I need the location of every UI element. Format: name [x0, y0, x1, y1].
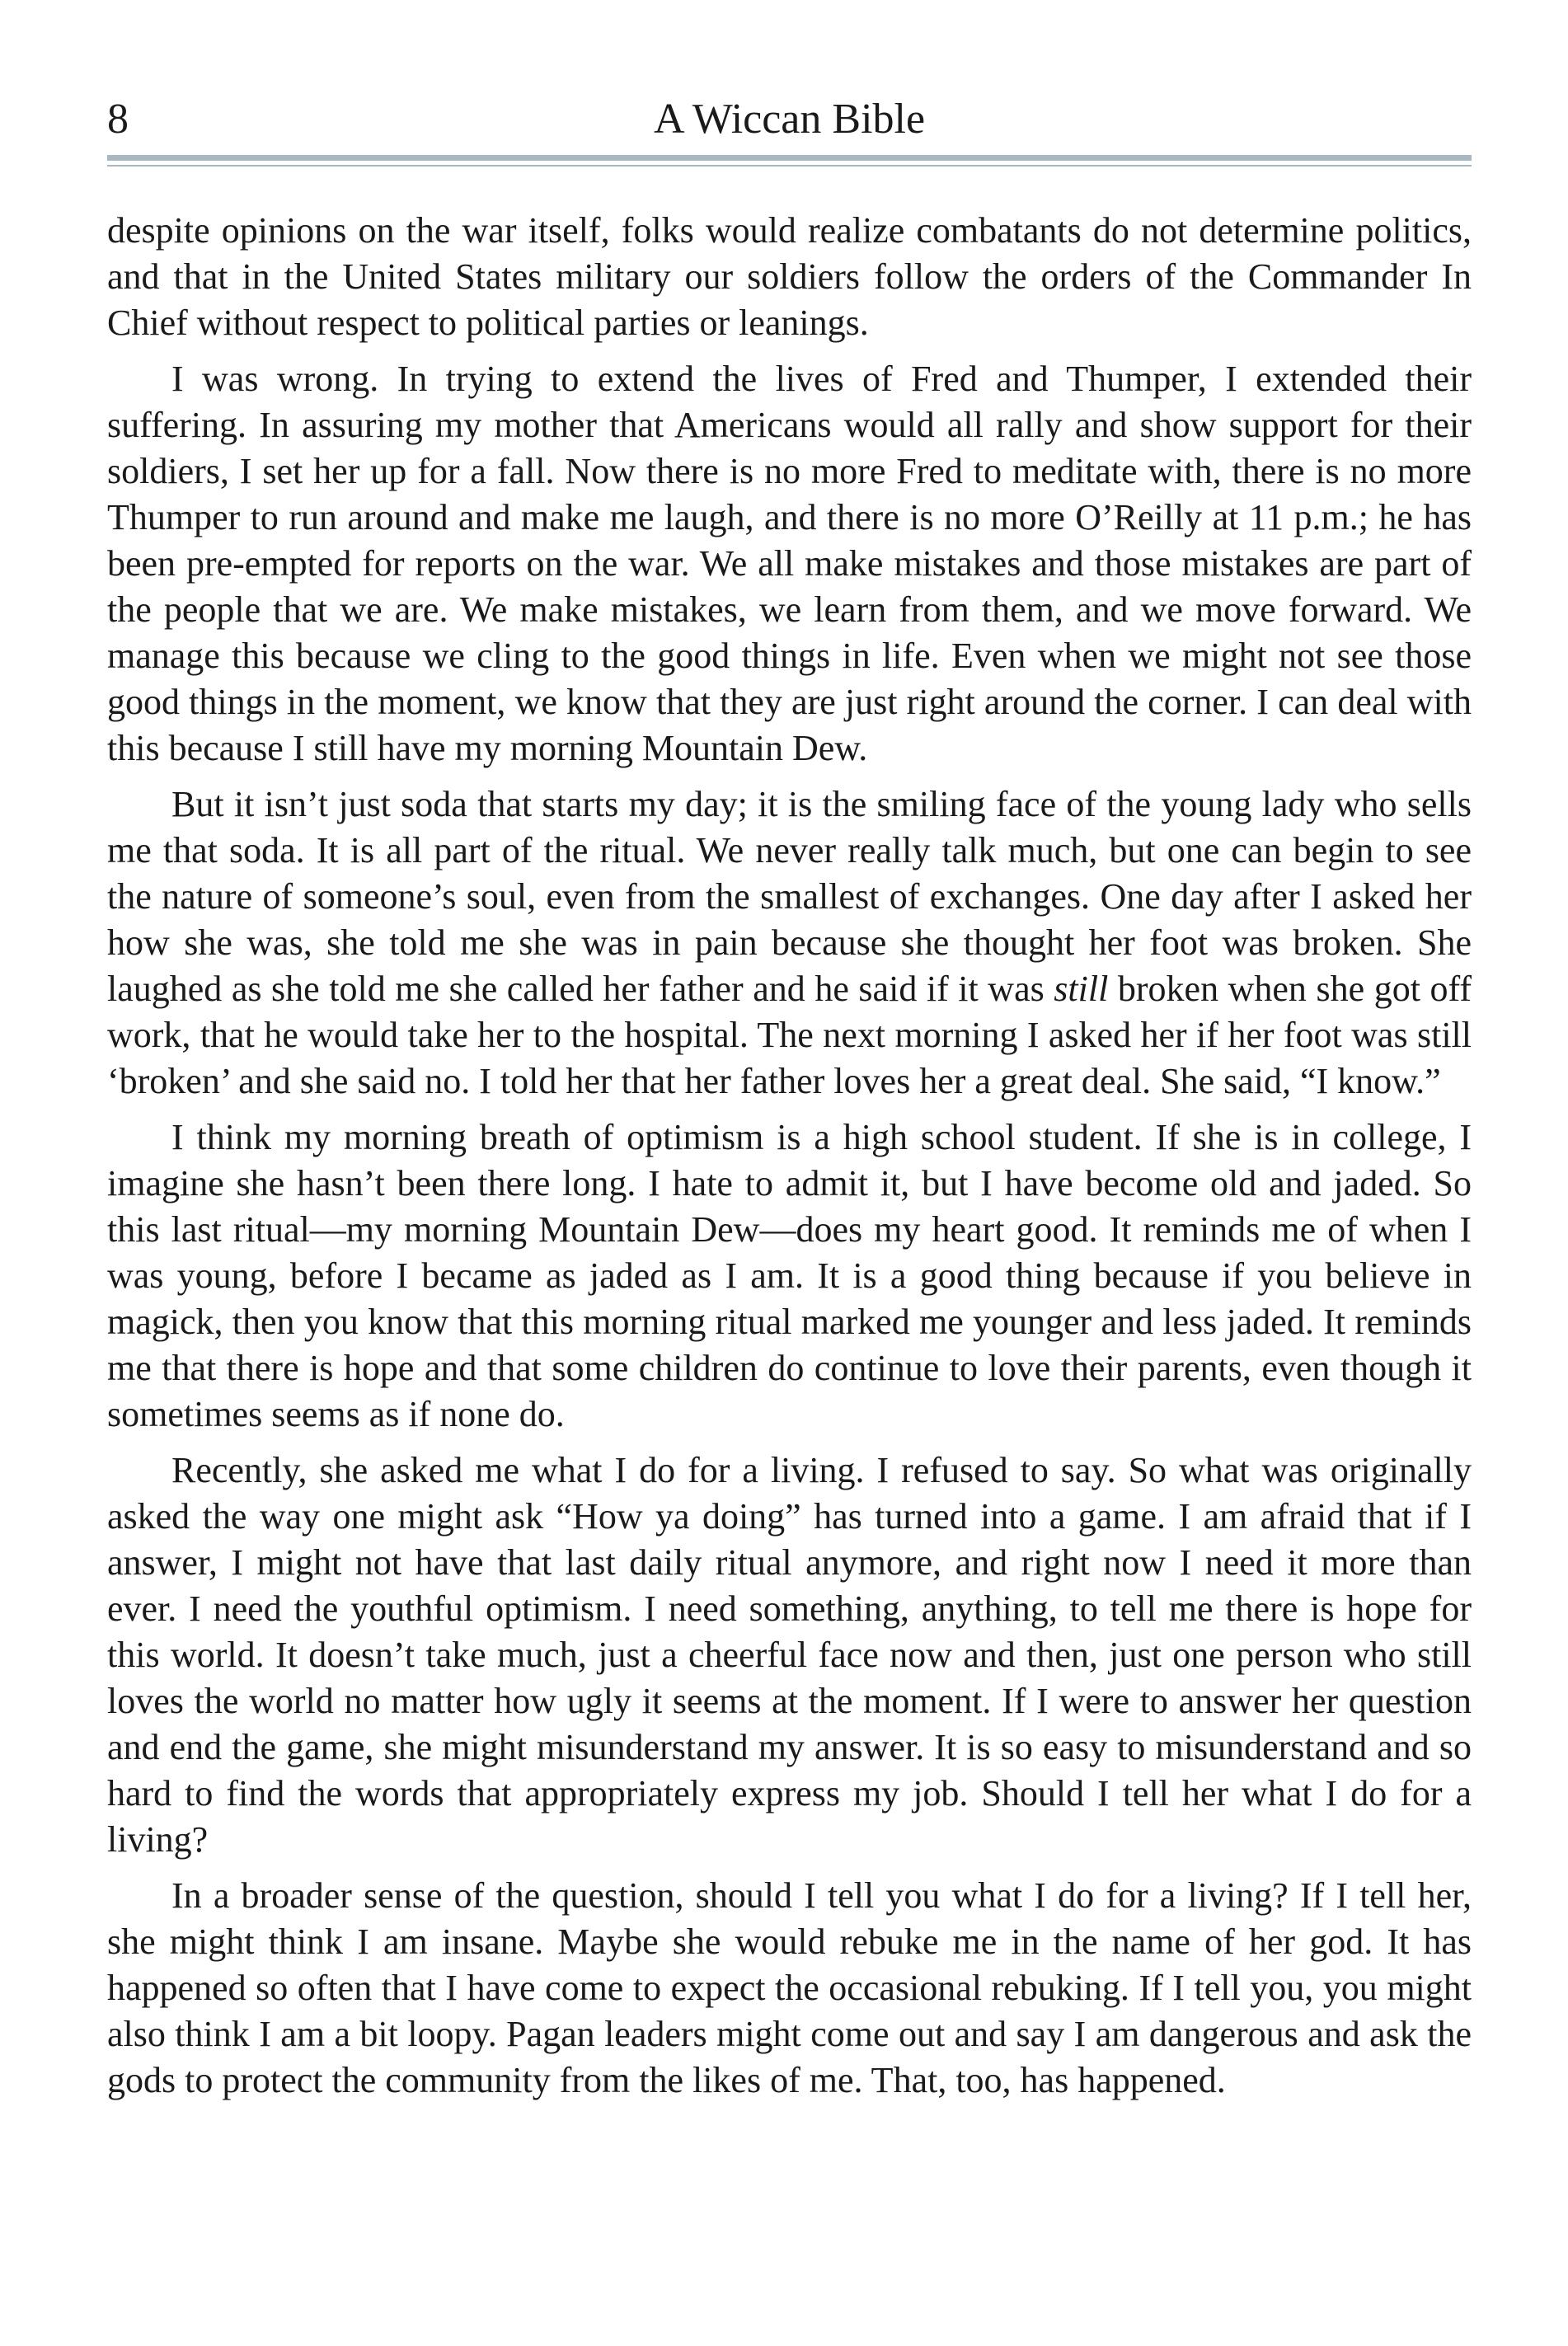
- paragraph-4: I think my morning breath of optimism is a high school student. If she is in college, I imagine she hasn’t been there long. I hate to admit it, but I have become old and jaded. So this last ritual—my morning Mountain Dew—does my heart good. It reminds me of when I was young, before I became as jaded as I am. It is a good thing because if you believe in magick, then you know that this morning ritual marked me younger and less jaded. It reminds me that there is hope and that some children do continue to love their parents, even though it sometimes seems as if none do.: [107, 1117, 1472, 1434]
- page-header: [107, 91, 1472, 148]
- body-text: [107, 208, 1472, 2114]
- paragraph-1: despite opinions on the war itself, folks would realize combatants do not determine politics, and that in the United States military our soldiers follow the orders of the Commander In Chief without respect to political parties or leanings.: [107, 210, 1472, 343]
- paragraph-3: [107, 781, 1472, 1105]
- header-rule-thick: [107, 155, 1472, 161]
- paragraph-3-text-after: broken when she got off work, that he would take her to the hospital. The next morning I asked her if her foot was still ‘broken’ and she said no. I told her that her father loves her a great deal. She said, “I know.”: [107, 969, 1472, 1101]
- page-number: 8: [107, 96, 129, 143]
- emphasis-still: still: [1054, 969, 1109, 1009]
- running-title: A Wiccan Bible: [653, 96, 926, 143]
- paragraph-5: Recently, she asked me what I do for a living. I refused to say. So what was originally asked the way one might ask “How ya doing” has turned into a game. I am afraid that if I answer, I might not have that last daily ritual anymore, and right now I need it more than ever. I need the youthful optimism. I need something, anything, to tell me there is hope for this world. It doesn’t take much, just a cheerful face now and then, just one person who still loves the world no matter how ugly it seems at the moment. If I were to answer her question and end the game, she might misunderstand my answer. It is so easy to misunderstand and so hard to find the words that appropriately express my job. Should I tell her what I do for a living?: [107, 1450, 1472, 1860]
- paragraph-2: I was wrong. In trying to extend the lives of Fred and Thumper, I extended their suffering. In assuring my mother that Americans would all rally and show support for their soldiers, I set her up for a fall. Now there is no more Fred to meditate with, there is no more Thumper to run around and make me laugh, and there is no more O’Reilly at 11 p.m.; he has been pre-empted for reports on the war. We all make mistakes and those mistakes are part of the people that we are. We make mistakes, we learn from them, and we move forward. We manage this because we cling to the good things in life. Even when we might not see those good things in the moment, we know that they are just right around the corner. I can deal with this because I still have my morning Mountain Dew.: [107, 359, 1472, 768]
- paragraph-6: In a broader sense of the question, should I tell you what I do for a living? If I tell her, she might think I am insane. Maybe she would rebuke me in the name of her god. It has happened so often that I have come to expect the occasional rebuking. If I tell you, you might also think I am a bit loopy. Pagan leaders might come out and say I am dangerous and ask the gods to protect the community from the likes of me. That, too, has happened.: [107, 1875, 1472, 2100]
- paragraph-3-text-before: But it isn’t just soda that starts my day; it is the smiling face of the young lady who sells me that soda. It is all part of the ritual. We never really talk much, but one can begin to see the nature of someone’s soul, even from the smallest of exchanges. One day after I asked her how she was, she told me she was in pain because she thought her foot was broken. She laughed as she told me she called her father and he said if it was: [107, 784, 1472, 1009]
- header-rule-thin: [107, 165, 1472, 167]
